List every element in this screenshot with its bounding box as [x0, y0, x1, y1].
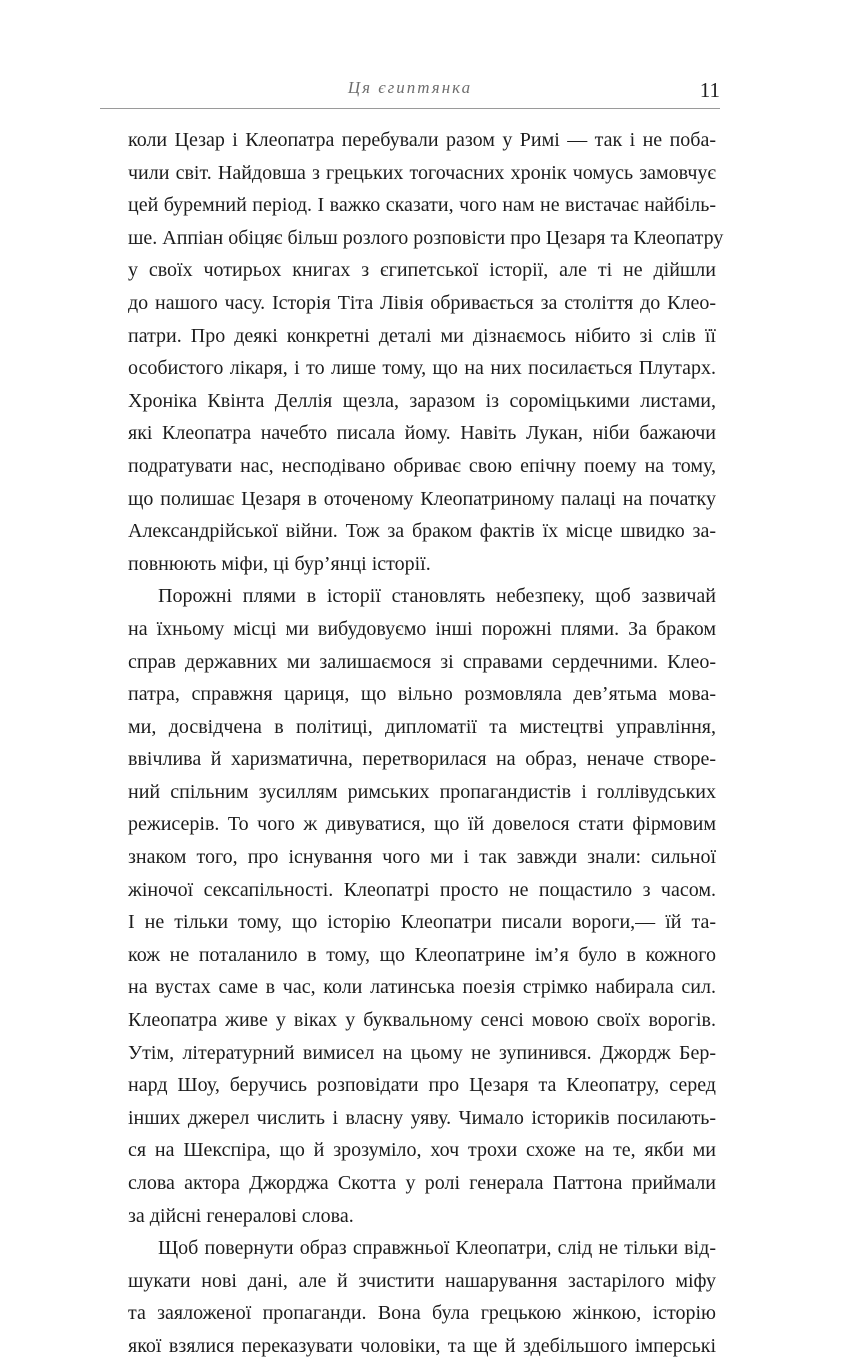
page-header	[100, 76, 720, 106]
text-line: на їхньому місці ми вибудовуємо інші порожні плями. За браком	[128, 617, 716, 640]
paragraph-3	[128, 1232, 716, 1362]
text-line: ся на Шекспіра, що й зрозуміло, хоч трохи схоже на те, якби ми	[128, 1139, 716, 1162]
page-number: 11	[699, 78, 720, 102]
body-text	[128, 124, 724, 1363]
text-line: знаком того, про існування чого ми і так завжди знали: сильної	[128, 846, 716, 869]
text-line: Хроніка Квінта Деллія щезла, заразом із сороміцькими листами,	[128, 389, 716, 412]
text-line: ми, досвідчена в політиці, дипломатії та мистецтві управління,	[128, 715, 716, 738]
paragraph-1	[128, 124, 724, 580]
text-line: слова актора Джорджа Скотта у ролі генерала Паттона приймали	[128, 1172, 716, 1194]
text-line: Щоб повернути образ справжньої Клеопатри, слід не тільки від-	[158, 1237, 716, 1260]
text-line: ний спільним зусиллям римських пропагандистів і голлівудських	[128, 780, 716, 803]
text-line: шукати нові дані, але й зчистити нашарування застарілого міфу	[128, 1269, 716, 1292]
text-line: подратувати нас, несподівано обриває свою епічну поему на тому,	[128, 454, 716, 477]
text-line: Порожні плями в історії становлять небезпеку, щоб зазвичай	[158, 585, 716, 608]
text-line: у своїх чотирьох книгах з єгипетської історії, але ті не дійшли	[128, 259, 716, 282]
text-line: до нашого часу. Історія Тіта Лівія обривається за століття до Клео-	[128, 291, 716, 314]
text-line: на вустах саме в час, коли латинська поезія стрімко набирала сил.	[128, 976, 716, 999]
text-line: які Клеопатра начебто писала йому. Навіть Лукан, ніби бажаючи	[128, 422, 716, 445]
text-line: ввічлива й харизматична, перетворилася на образ, неначе створе-	[128, 748, 716, 771]
text-line: ше. Аппіан обіцяє більш розлого розповісти про Цезаря та Клеопатру	[128, 226, 724, 249]
text-line: інших джерел числить і власну уяву. Чимало істориків посилають-	[128, 1106, 716, 1129]
text-line: чили світ. Найдовша з грецьких тогочасних хронік чомусь замовчує	[128, 161, 716, 184]
text-line: патра, справжня цариця, що вільно розмовляла дев’ятьма мова-	[128, 683, 716, 706]
running-title: Ця єгиптянка	[347, 78, 473, 97]
text-line: нард Шоу, беручись розповідати про Цезаря та Клеопатру, серед	[128, 1074, 716, 1097]
text-line: режисерів. То чого ж дивуватися, що їй довелося стати фірмовим	[128, 813, 716, 836]
text-line: жіночої сексапільності. Клеопатрі просто не пощастило з часом.	[128, 878, 716, 901]
header-rule	[100, 108, 720, 109]
text-line: за дійсні генералові слова.	[128, 1204, 354, 1227]
text-line: патри. Про деякі конкретні деталі ми дізнаємось нібито зі слів її	[128, 324, 716, 347]
text-line: Клеопатра живе у віках у буквальному сенсі мовою своїх ворогів.	[128, 1009, 716, 1032]
text-line: цей буремний період. І важко сказати, чого нам не вистачає найбіль-	[128, 194, 716, 217]
text-line: коли Цезар і Клеопатра перебували разом у Римі — так і не поба-	[128, 129, 716, 151]
text-line: та заяложеної пропаганди. Вона була грецькою жінкою, історію	[128, 1302, 716, 1325]
text-line: Утім, літературний вимисел на цьому не зупинився. Джордж Бер-	[128, 1041, 716, 1064]
text-line: кож не поталанило в тому, що Клеопатрине ім’я було в кожного	[128, 943, 716, 966]
text-line: якої взялися переказувати чоловіки, та ще й здебільшого імперські	[128, 1334, 716, 1357]
text-line: що полишає Цезаря в оточеному Клеопатриному палаці на початку	[128, 487, 716, 510]
text-line: І не тільки тому, що історію Клеопатри писали вороги,— їй та-	[128, 911, 716, 934]
text-line: особистого лікаря, і то лише тому, що на них посилається Плутарх.	[128, 357, 716, 380]
text-line: Александрійської війни. Тож за браком фактів їх місце швидко за-	[128, 520, 716, 543]
text-line: справ державних ми залишаємося зі справами сердечними. Клео-	[128, 650, 716, 673]
text-line: повнюють міфи, ці бур’янці історії.	[128, 552, 431, 575]
paragraph-2	[128, 580, 716, 1232]
